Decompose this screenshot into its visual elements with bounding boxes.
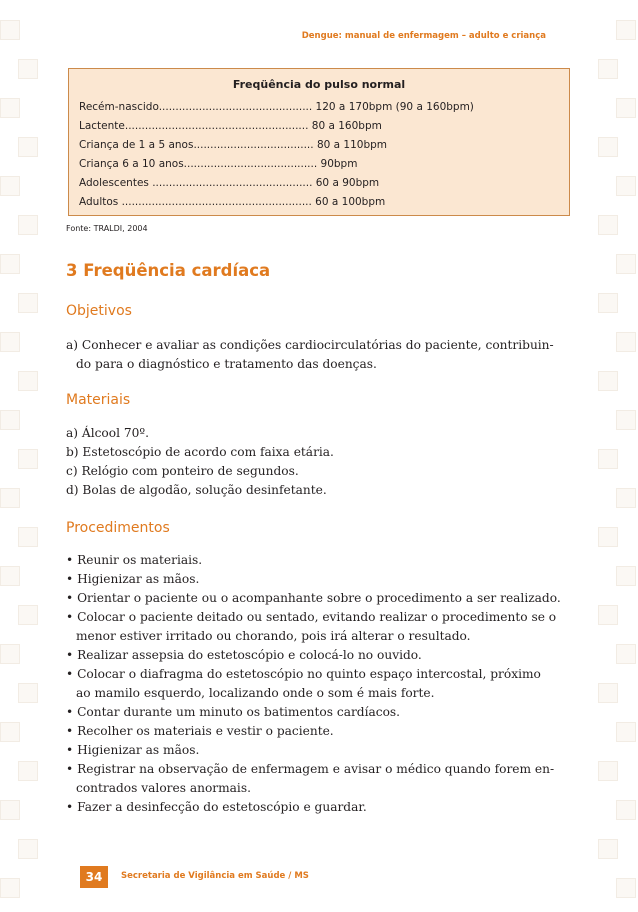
procedure-item xyxy=(66,608,572,646)
materials-heading: Materiais xyxy=(66,392,131,408)
decorative-square xyxy=(0,644,20,664)
pulse-table-title: Freqüência do pulso normal xyxy=(232,78,406,91)
decorative-square xyxy=(18,527,38,547)
table-source: Fonte: TRALDI, 2004 xyxy=(66,224,148,233)
decorative-square xyxy=(616,644,636,664)
procedure-line: • Realizar assepsia do estetoscópio e colocá-lo no ouvido. xyxy=(66,648,422,662)
section-title: 3 Freqüência cardíaca xyxy=(66,261,271,280)
materials-item: d) Bolas de algodão, solução desinfetante. xyxy=(66,483,327,497)
decorative-square xyxy=(18,839,38,859)
procedure-item xyxy=(66,741,572,760)
materials-item: c) Relógio com ponteiro de segundos. xyxy=(66,464,299,478)
decorative-square xyxy=(0,566,20,586)
procedure-line: • Reunir os materiais. xyxy=(66,553,203,567)
objectives-line: a) Conhecer e avaliar as condições cardiocirculatórias do paciente, contribuin- xyxy=(66,338,554,352)
decorative-square xyxy=(598,449,618,469)
procedure-line: • Orientar o paciente ou o acompanhante sobre o procedimento a ser realizado. xyxy=(66,591,561,605)
procedure-item xyxy=(66,798,572,817)
decorative-square xyxy=(616,488,636,508)
pulse-table-row: Recém-nascido.............................................. 120 a 170bpm (90 a 160bpm) xyxy=(79,101,474,113)
pulse-table xyxy=(68,68,570,216)
decorative-square xyxy=(598,527,618,547)
page-number: 34 xyxy=(80,866,108,888)
decorative-square xyxy=(0,878,20,898)
procedures-list xyxy=(66,551,572,817)
procedure-item xyxy=(66,551,572,570)
procedure-item xyxy=(66,589,572,608)
procedure-line: ao mamilo esquerdo, localizando onde o som é mais forte. xyxy=(76,686,435,700)
decorative-square xyxy=(18,449,38,469)
decorative-square xyxy=(0,98,20,118)
decorative-square xyxy=(0,254,20,274)
decorative-square xyxy=(0,722,20,742)
decorative-square xyxy=(0,332,20,352)
decorative-square xyxy=(18,761,38,781)
decorative-square xyxy=(616,20,636,40)
pulse-table-row: Adolescentes ................................................ 60 a 90bpm xyxy=(79,177,380,189)
decorative-square xyxy=(598,683,618,703)
decorative-square xyxy=(18,683,38,703)
footer-publisher: Secretaria de Vigilância em Saúde / MS xyxy=(121,871,309,881)
decorative-square xyxy=(18,293,38,313)
decorative-square xyxy=(18,215,38,235)
decorative-square xyxy=(598,839,618,859)
procedure-line: • Higienizar as mãos. xyxy=(66,743,200,757)
pulse-table-row: Criança 6 a 10 anos........................................ 90bpm xyxy=(79,158,358,170)
decorative-square xyxy=(616,410,636,430)
objectives-line: do para o diagnóstico e tratamento das doenças. xyxy=(76,357,377,371)
pulse-table-row: Adultos ......................................................... 60 a 100bpm xyxy=(79,196,386,208)
procedure-line: menor estiver irritado ou chorando, pois irá alterar o resultado. xyxy=(76,629,471,643)
materials-item: b) Estetoscópio de acordo com faixa etária. xyxy=(66,445,334,459)
running-header: Dengue: manual de enfermagem – adulto e criança xyxy=(301,31,546,41)
procedure-line: contrados valores anormais. xyxy=(76,781,251,795)
decorative-square xyxy=(616,332,636,352)
left-edge-pattern xyxy=(0,0,40,912)
procedure-line: • Registrar na observação de enfermagem e avisar o médico quando forem en- xyxy=(66,762,555,776)
right-edge-pattern xyxy=(598,0,638,912)
procedure-item xyxy=(66,703,572,722)
decorative-square xyxy=(0,20,20,40)
decorative-square xyxy=(18,137,38,157)
procedure-line: • Fazer a desinfecção do estetoscópio e guardar. xyxy=(66,800,367,814)
decorative-square xyxy=(598,215,618,235)
decorative-square xyxy=(598,59,618,79)
procedure-line: • Colocar o paciente deitado ou sentado, evitando realizar o procedimento se o xyxy=(66,610,557,624)
procedure-line: • Higienizar as mãos. xyxy=(66,572,200,586)
procedure-line: • Recolher os materiais e vestir o paciente. xyxy=(66,724,334,738)
decorative-square xyxy=(616,176,636,196)
materials-item: a) Álcool 70º. xyxy=(66,426,149,440)
pulse-table-row: Lactente....................................................... 80 a 160bpm xyxy=(79,120,382,132)
decorative-square xyxy=(616,254,636,274)
procedure-item xyxy=(66,760,572,798)
decorative-square xyxy=(616,722,636,742)
procedure-line: • Contar durante um minuto os batimentos cardíacos. xyxy=(66,705,401,719)
objectives-text xyxy=(66,336,572,374)
procedure-item xyxy=(66,722,572,741)
decorative-square xyxy=(598,293,618,313)
decorative-square xyxy=(616,566,636,586)
decorative-square xyxy=(616,800,636,820)
pulse-table-row: Criança de 1 a 5 anos.................................... 80 a 110bpm xyxy=(79,139,388,151)
procedures-heading: Procedimentos xyxy=(66,520,170,536)
decorative-square xyxy=(0,800,20,820)
procedure-item xyxy=(66,570,572,589)
decorative-square xyxy=(0,410,20,430)
procedure-item xyxy=(66,665,572,703)
decorative-square xyxy=(616,98,636,118)
materials-list xyxy=(66,424,572,500)
decorative-square xyxy=(0,488,20,508)
objectives-heading: Objetivos xyxy=(66,303,132,319)
decorative-square xyxy=(598,605,618,625)
decorative-square xyxy=(598,137,618,157)
decorative-square xyxy=(18,605,38,625)
decorative-square xyxy=(0,176,20,196)
procedure-item xyxy=(66,646,572,665)
decorative-square xyxy=(598,761,618,781)
procedure-line: • Colocar o diafragma do estetoscópio no quinto espaço intercostal, próximo xyxy=(66,667,541,681)
decorative-square xyxy=(598,371,618,391)
decorative-square xyxy=(18,371,38,391)
decorative-square xyxy=(616,878,636,898)
decorative-square xyxy=(18,59,38,79)
